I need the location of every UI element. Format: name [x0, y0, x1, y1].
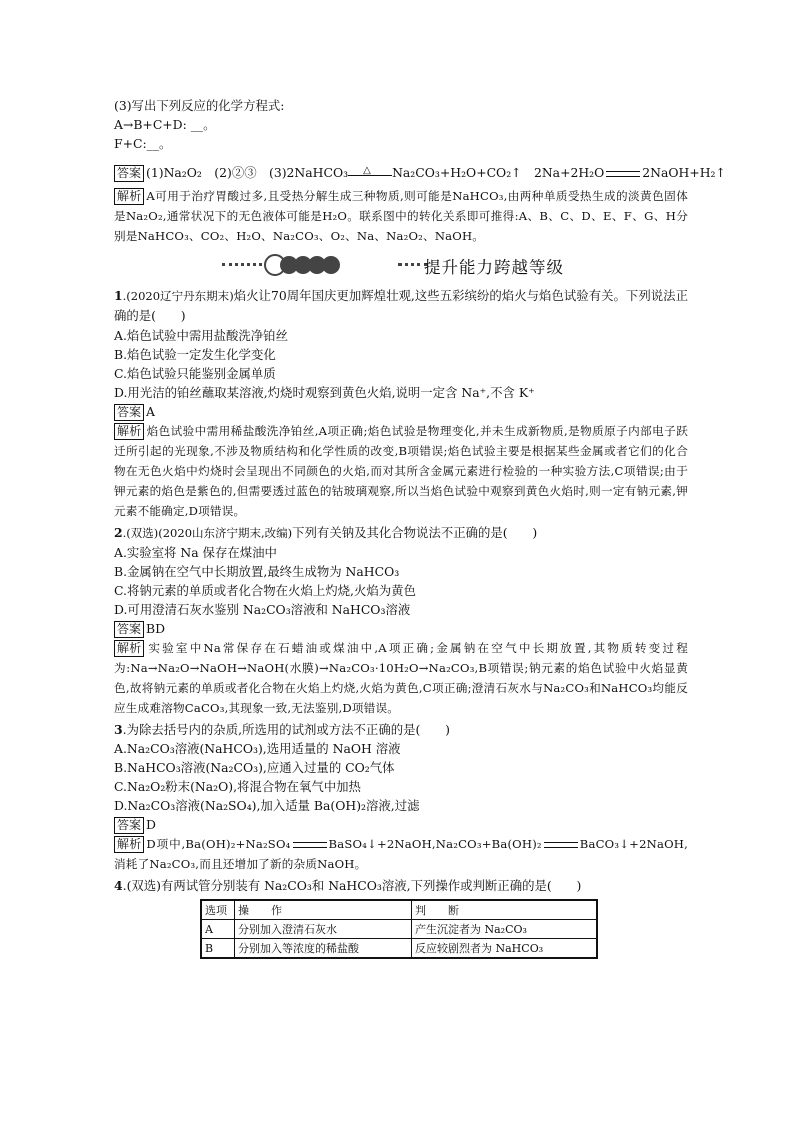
q2-option-c: C.将钠元素的单质或者化合物在火焰上灼烧,火焰为黄色 — [114, 583, 416, 598]
worksheet-page — [114, 96, 726, 959]
q3-option-a: A.Na₂CO₃溶液(NaHCO₃),选用适量的 NaOH 溶液 — [114, 741, 401, 756]
section3-line2: F+C:__。 — [114, 136, 172, 151]
question-1-stem: 1.(2020辽宁丹东期末)焰火让70周年国庆更加辉煌壮观,这些五彩缤纷的焰火与焰色试验有关。下列说法正确的是( ) — [114, 288, 688, 323]
q1-option-d: D.用光洁的铂丝蘸取某溶液,灼烧时观察到黄色火焰,说明一定含 Na⁺,不含 K⁺ — [114, 385, 535, 400]
q1-analysis: 解析 焰色试验中需用稀盐酸洗净铂丝,A项正确;焰色试验是物理变化,并未生成新物质,是物质原子内部电子跃迁所引起的光现象,不涉及物质结构和化学性质的改变,B项错误;焰色试验主要是根据某些金属或者它们的化合物在无色火焰中灼烧时会呈现出不同颜色的火焰,而对其所含金属元素进行检验的一种实验方法,C项错误;由于钾元素的焰色是紫色的,但需要透过蓝色的钴玻璃观察,所以当焰色试验中观察到黄色火焰时,则一定有钠元素,钾元素不能确定,D项错误。 — [114, 424, 688, 518]
table-row: A 分别加入澄清石灰水 产生沉淀者为 Na₂CO₃ — [201, 920, 597, 939]
banner-title: 提升能力跨越等级 — [424, 258, 564, 277]
q2-option-d: D.可用澄清石灰水鉴别 Na₂CO₃溶液和 NaHCO₃溶液 — [114, 602, 411, 617]
question-3-stem: 3.为除去括号内的杂质,所选用的试剂或方法不正确的是( ) — [114, 722, 450, 737]
q3-option-d: D.Na₂CO₃溶液(Na₂SO₄),加入适量 Ba(OH)₂溶液,过滤 — [114, 798, 420, 813]
q2-answer: 答案 BD — [114, 619, 688, 638]
q2-option-b: B.金属钠在空气中长期放置,最终生成物为 NaHCO₃ — [114, 564, 400, 579]
q2-option-a: A.实验室将 Na 保存在煤油中 — [114, 545, 277, 560]
q1-answer: 答案 A — [114, 402, 688, 421]
answer0-part2: Na₂CO₃+H₂O+CO₂↑ 2Na+2H₂O — [392, 165, 605, 180]
equals-sign-icon — [544, 842, 578, 848]
q1-option-c: C.焰色试验只能鉴别金属单质 — [114, 366, 276, 381]
section3-line1: A→B+C+D: __。 — [114, 117, 216, 132]
q4-options-table — [200, 899, 598, 959]
analysis0-text: A可用于治疗胃酸过多,且受热分解生成三种物质,则可能是NaHCO₃,由两种单质受热生成的淡黄色固体是Na₂O₂,通常状况下的无色液体可能是H₂O。联系图中的转化关系即可推得:A、B、C、D、E、F、G、H分别是NaHCO₃、CO₂、H₂O、Na₂CO₃、O₂、Na、Na₂O₂、NaOH。 — [114, 189, 688, 243]
table-header-row: 选项 操 作 判 断 — [201, 900, 597, 920]
answer-block-0 — [114, 163, 726, 182]
equals-sign-icon — [606, 171, 640, 177]
banner-circles-icon — [264, 254, 336, 276]
section-banner — [114, 252, 688, 280]
q3-option-b: B.NaHCO₃溶液(Na₂CO₃),应通入过量的 CO₂气体 — [114, 760, 395, 775]
question-4-stem: 4.(双选)有两试管分别装有 Na₂CO₃和 NaHCO₃溶液,下列操作或判断正确的是( ) — [114, 878, 582, 893]
analysis-label: 解析 — [114, 188, 144, 205]
answer0-part1: (1)Na₂O₂ (2)②③ (3)2NaHCO₃ — [146, 165, 349, 180]
table-row: B 分别加入等浓度的稀盐酸 反应较剧烈者为 NaHCO₃ — [201, 939, 597, 959]
q3-option-c: C.Na₂O₂粉末(Na₂O),将混合物在氧气中加热 — [114, 779, 361, 794]
analysis-block-0 — [114, 186, 688, 246]
q2-analysis: 解析 实验室中Na常保存在石蜡油或煤油中,A项正确;金属钠在空气中长期放置,其物质转变过程为:Na→Na₂O→NaOH→NaOH(水膜)→Na₂CO₃·10H₂O→Na₂CO₃,B项错误;钠元素的焰色试验中火焰显黄色,故将钠元素的单质或者化合物在火焰上灼烧,火焰为黄色,C项正确;澄清石灰水与Na₂CO₃和NaHCO₃均能反应生成难溶物CaCO₃,其现象一致,无法鉴别,D项错误。 — [114, 641, 688, 715]
answer-label: 答案 — [114, 165, 144, 182]
q1-option-a: A.焰色试验中需用盐酸洗净铂丝 — [114, 328, 288, 343]
equals-sign-icon — [293, 842, 327, 848]
answer0-part3: 2NaOH+H₂↑ — [642, 165, 726, 180]
heat-condition-icon: △ — [348, 167, 392, 181]
q3-analysis: 解析 D项中,Ba(OH)₂+Na₂SO₄ BaSO₄↓+2NaOH,Na₂CO₃+Ba(OH)₂ BaCO₃↓+2NaOH,消耗了Na₂CO₃,而且还增加了新的杂质NaOH。 — [114, 837, 688, 871]
q3-answer: 答案 D — [114, 815, 688, 834]
section3-prompt: (3)写出下列反应的化学方程式: — [114, 98, 285, 113]
q1-option-b: B.焰色试验一定发生化学变化 — [114, 347, 276, 362]
dotted-line-left — [222, 263, 262, 266]
question-2-stem: 2.(双选)(2020山东济宁期末,改编)下列有关钠及其化合物说法不正确的是( ) — [114, 525, 538, 540]
